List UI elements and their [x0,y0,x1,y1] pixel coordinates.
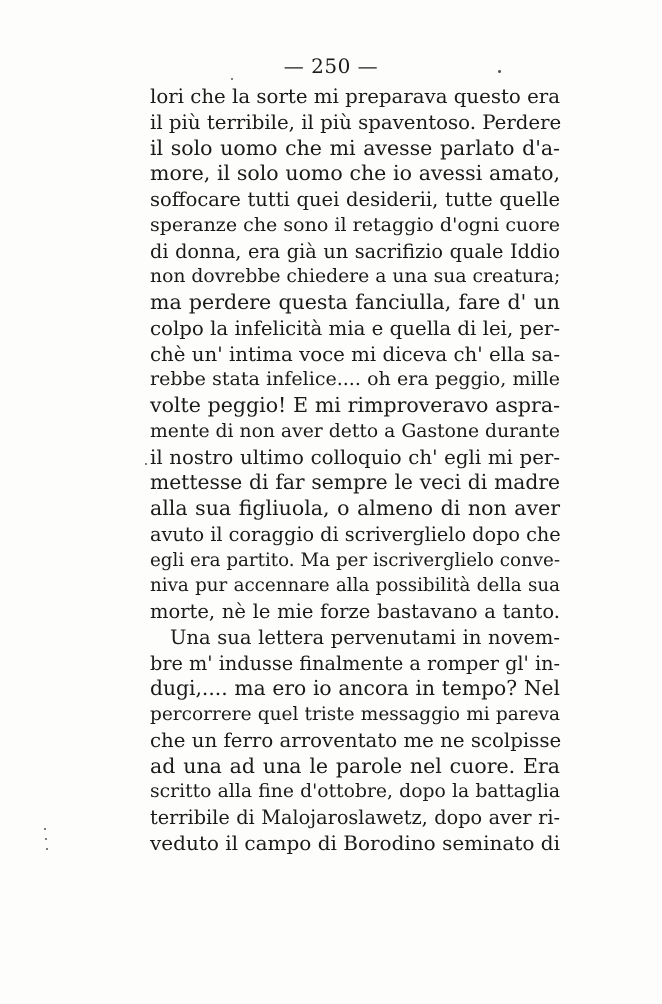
text-line: il nostro ultimo colloquio ch' egli mi per- [150,445,560,469]
text-line: di donna, era già un sacrifizio quale Iddio [150,239,560,263]
text-line: lori che la sorte mi preparava questo era [150,85,560,108]
text-line: il solo uomo che mi avesse parlato d'a- [150,135,560,160]
scan-speck [498,70,501,73]
text-line: more, il solo uomo che io avessi amato, [150,161,560,186]
text-line: rebbe stata infelice.... oh era peggio, mille [150,368,560,391]
text-line: niva pur accennare alla possibilità della sua [150,575,560,597]
text-line: percorrere quel triste messaggio mi pareva [150,704,560,725]
text-line: volte peggio! E mi rimproveravo aspra- [150,393,560,417]
text-line: terribile di Malojaroslawetz, dopo aver ri- [150,806,560,829]
text-line: Una sua lettera pervenutami in novem- [170,625,560,649]
body-text [150,84,560,857]
text-line: dugi,.... ma ero io ancora in tempo? Nel [150,676,560,701]
text-line: soffocare tutti quei desiderii, tutte quelle [150,188,560,211]
text-line: speranze che sono il retaggio d'ogni cuore [150,213,560,236]
text-line: mente di non aver detto a Gastone durante [150,420,560,442]
text-line: veduto il campo di Borodino seminato di [150,830,560,855]
scan-speck [45,838,47,840]
text-line: il più terribile, il più spaventoso. Perdere [150,110,562,134]
text-line: avuto il coraggio di scriverglielo dopo che [150,522,561,546]
text-line: morte, nè le mie forze bastavano a tanto. [150,600,560,623]
text-line: scritto alla fine d'ottobre, dopo la battaglia [150,781,560,803]
text-line: chè un' intima voce mi diceva ch' ella sa- [150,342,560,366]
scan-speck [46,848,48,850]
text-line: mettesse di far sempre le veci di madre [150,470,560,495]
text-line: non dovrebbe chiedere a una sua creatura; [150,266,561,288]
scan-speck [145,463,147,465]
text-line: colpo la infelicità mia e quella di lei, per- [150,316,560,340]
page-number: — 250 — [283,54,379,78]
text-line: ad una ad una le parole nel cuore. Era [150,753,560,778]
text-line: ma perdere questa fanciulla, fare d' un [150,290,560,314]
text-line: che un ferro arroventato me ne scolpisse [150,728,562,752]
text-line: egli era partito. Ma per iscriverglielo conve- [150,549,560,571]
text-line: alla sua figliuola, o almeno di non aver [150,496,560,520]
scan-speck [231,78,233,80]
text-line: bre m' indusse finalmente a romper gl' in- [150,651,561,675]
scan-speck [44,828,46,830]
